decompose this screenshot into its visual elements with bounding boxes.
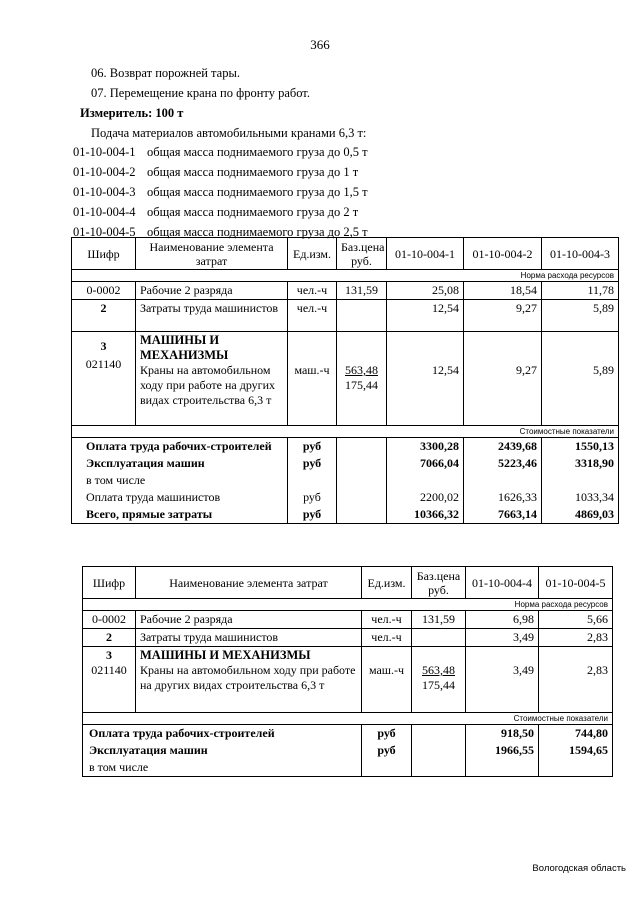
row-value: 12,54 (387, 300, 464, 332)
cost-unit: руб (362, 742, 412, 759)
header-code: Шифр (83, 567, 136, 599)
code-line-text: общая масса поднимаемого груза до 1 т (147, 165, 359, 179)
cost-value: 1966,55 (466, 742, 539, 759)
norm-caption: Норма расхода ресурсов (72, 270, 619, 282)
cost-caption: Стоимостные показатели (72, 426, 619, 438)
code-line-text: общая масса поднимаемого груза до 1,5 т (147, 185, 368, 199)
cost-unit: руб (362, 725, 412, 743)
row-value: 12,54 (432, 363, 459, 377)
row-value: 25,08 (387, 282, 464, 300)
row-name: Краны на автомобильном ходу при работе на других видах строительства 6,3 т (140, 363, 276, 407)
code-line (73, 145, 368, 160)
intro-line-1: 06. Возврат порожней тары. (91, 66, 240, 80)
row-price-sub: 175,44 (345, 378, 378, 392)
row-unit: чел.-ч (288, 300, 337, 332)
norm-caption: Норма расхода ресурсов (83, 599, 613, 611)
header-base-price: Баз.цена руб. (337, 238, 387, 270)
row-code-sub: 021140 (91, 663, 127, 677)
header-col-1: 01-10-004-1 (387, 238, 464, 270)
code-line (73, 185, 368, 200)
row-code: 2 (72, 300, 136, 332)
code-line-code: 01-10-004-5 (73, 225, 136, 239)
cost-value: 744,80 (539, 725, 613, 743)
row-unit: чел.-ч (362, 611, 412, 629)
row-value: 5,66 (539, 611, 613, 629)
resource-table-1 (71, 237, 619, 524)
cost-value: 1594,65 (539, 742, 613, 759)
row-code: 0-0002 (72, 282, 136, 300)
intro-line-2: 07. Перемещение крана по фронту работ. (91, 86, 310, 100)
header-base-price: Баз.цена руб. (412, 567, 466, 599)
cost-value: 2200,02 (387, 489, 464, 506)
code-line (73, 205, 358, 220)
table-row (83, 611, 613, 629)
cost-row (72, 438, 619, 456)
code-line-code: 01-10-004-3 (73, 185, 136, 199)
row-value: 3,49 (466, 629, 539, 647)
row-value: 2,83 (587, 663, 608, 677)
cost-name: в том числе (72, 472, 288, 489)
row-value: 6,98 (466, 611, 539, 629)
cost-row (83, 759, 613, 777)
cost-name: Эксплуатация машин (83, 742, 362, 759)
row-unit: маш.-ч (294, 363, 330, 377)
row-price (337, 300, 387, 332)
header-col-4: 01-10-004-4 (466, 567, 539, 599)
row-code: 3 (106, 648, 112, 662)
cost-row-total (72, 506, 619, 524)
code-line-text: общая масса поднимаемого груза до 2,5 т (147, 225, 368, 239)
cost-row (83, 725, 613, 743)
cost-value: 1033,34 (542, 489, 619, 506)
row-value: 9,27 (516, 363, 537, 377)
row-code-sub: 021140 (85, 357, 122, 371)
header-col-3: 01-10-004-3 (542, 238, 619, 270)
header-col-2: 01-10-004-2 (464, 238, 542, 270)
code-line-code: 01-10-004-1 (73, 145, 136, 159)
row-name: Рабочие 2 разряда (136, 611, 362, 629)
cost-unit: руб (288, 438, 337, 456)
table-row (72, 300, 619, 332)
row-price: 563,48 (422, 663, 455, 677)
table-row-machines (83, 647, 613, 713)
table-header-row (83, 567, 613, 599)
row-name: Краны на автомобильном ходу при работе на других видах строительства 6,3 т (140, 663, 356, 692)
row-value: 5,89 (542, 300, 619, 332)
cost-name: Всего, прямые затраты (72, 506, 288, 524)
cost-caption-row (72, 426, 619, 438)
cost-value: 7066,04 (387, 455, 464, 472)
cost-value: 7663,14 (464, 506, 542, 524)
row-value: 11,78 (542, 282, 619, 300)
table-row (83, 629, 613, 647)
row-price: 131,59 (412, 611, 466, 629)
row-code: 2 (83, 629, 136, 647)
cost-value: 1550,13 (542, 438, 619, 456)
cost-value: 5223,46 (464, 455, 542, 472)
row-value: 9,27 (464, 300, 542, 332)
resource-table-2 (82, 566, 613, 777)
code-line-code: 01-10-004-2 (73, 165, 136, 179)
header-code: Шифр (72, 238, 136, 270)
cost-name: в том числе (83, 759, 362, 777)
cost-row (72, 455, 619, 472)
cost-value: 3300,28 (387, 438, 464, 456)
code-line (73, 165, 358, 180)
row-value: 2,83 (539, 629, 613, 647)
cost-value: 4869,03 (542, 506, 619, 524)
cost-name: Оплата труда рабочих-строителей (72, 438, 288, 456)
row-name: Рабочие 2 разряда (136, 282, 288, 300)
table-row (72, 282, 619, 300)
row-unit: чел.-ч (288, 282, 337, 300)
norm-caption-row (72, 270, 619, 282)
cost-unit: руб (288, 506, 337, 524)
code-line-code: 01-10-004-4 (73, 205, 136, 219)
header-col-5: 01-10-004-5 (539, 567, 613, 599)
row-name: Затраты труда машинистов (136, 629, 362, 647)
row-price: 563,48 (345, 363, 378, 377)
header-name: Наименование элемента затрат (136, 238, 288, 270)
page-number: 366 (310, 37, 330, 52)
cost-row (72, 472, 619, 489)
row-unit: маш.-ч (368, 663, 405, 677)
row-name: Затраты труда машинистов (136, 300, 288, 332)
row-price (412, 629, 466, 647)
header-unit: Ед.изм. (362, 567, 412, 599)
row-value: 3,49 (513, 663, 534, 677)
row-code: 0-0002 (83, 611, 136, 629)
row-value: 5,89 (593, 363, 614, 377)
header-name: Наименование элемента затрат (136, 567, 362, 599)
cost-name: Оплата труда рабочих-строителей (83, 725, 362, 743)
norm-caption-row (83, 599, 613, 611)
row-unit: чел.-ч (362, 629, 412, 647)
code-line-text: общая масса поднимаемого груза до 2 т (147, 205, 359, 219)
cost-unit: руб (288, 455, 337, 472)
row-value: 18,54 (464, 282, 542, 300)
cost-name: Эксплуатация машин (72, 455, 288, 472)
cost-caption: Стоимостные показатели (83, 713, 613, 725)
cost-row (83, 742, 613, 759)
cost-value: 1626,33 (464, 489, 542, 506)
cost-name: Оплата труда машинистов (72, 489, 288, 506)
table-row-machines (72, 332, 619, 426)
row-code: 3 (100, 339, 107, 353)
section-title: МАШИНЫ И МЕХАНИЗМЫ (140, 333, 229, 362)
header-unit: Ед.изм. (288, 238, 337, 270)
cost-value: 3318,90 (542, 455, 619, 472)
table-header-row (72, 238, 619, 270)
row-price: 131,59 (337, 282, 387, 300)
cost-value: 2439,68 (464, 438, 542, 456)
measure-line: Измеритель: 100 т (80, 106, 184, 120)
footer-region: Вологодская область (532, 863, 626, 874)
cost-value: 10366,32 (387, 506, 464, 524)
cost-row (72, 489, 619, 506)
cost-value: 918,50 (466, 725, 539, 743)
cost-unit: руб (288, 489, 337, 506)
cost-caption-row (83, 713, 613, 725)
row-price-sub: 175,44 (422, 678, 455, 692)
supply-line: Подача материалов автомобильными кранами 6,3 т: (91, 126, 367, 140)
code-line-text: общая масса поднимаемого груза до 0,5 т (147, 145, 368, 159)
section-title: МАШИНЫ И МЕХАНИЗМЫ (140, 648, 311, 662)
